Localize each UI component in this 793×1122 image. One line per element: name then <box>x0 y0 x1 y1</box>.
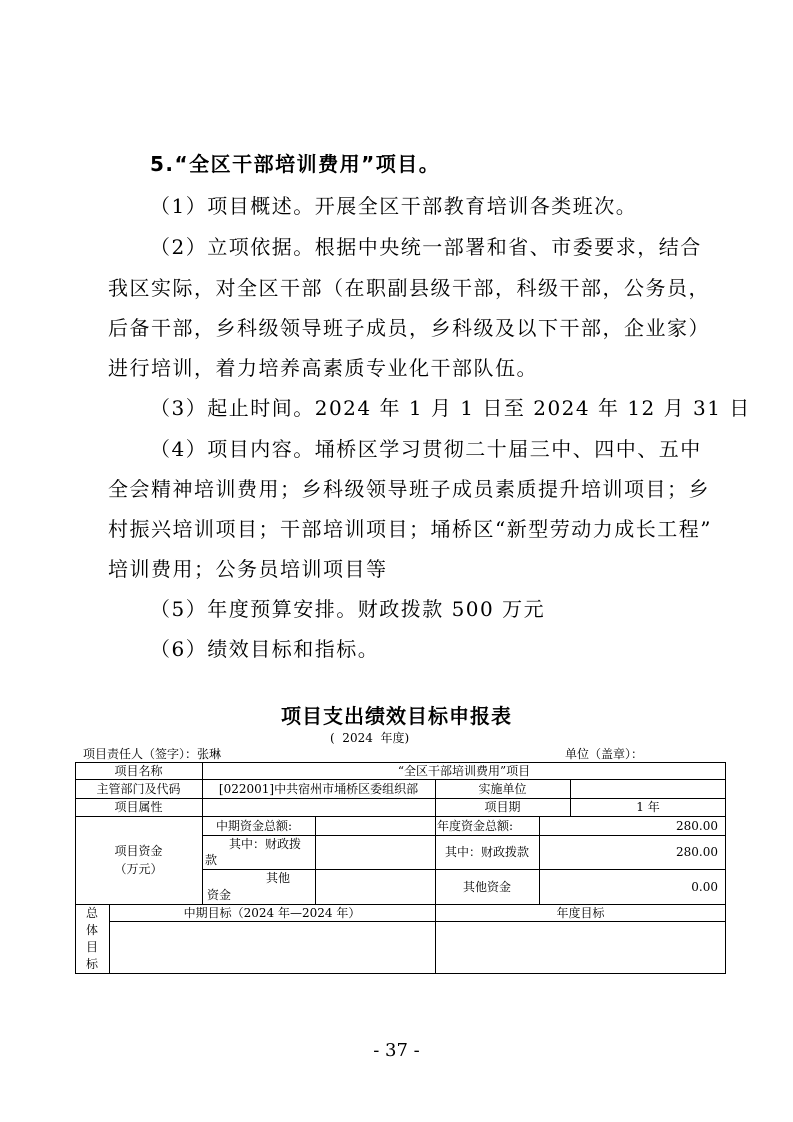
paragraph-content-line-2: 全会精神培训费用；乡科级领导班子成员素质提升培训项目；乡 <box>108 477 710 501</box>
paragraph-basis-line-1: （2）立项依据。根据中央统一部署和省、市委要求，结合 <box>150 235 702 259</box>
annual-goal-label: 年度目标 <box>556 906 605 920</box>
paragraph-targets: （6）绩效目标和指标。 <box>150 637 380 661</box>
impl-unit-label: 实施单位 <box>478 782 527 796</box>
overall-goal-char-2: 体 <box>85 923 98 937</box>
unit-seal-label: 单位（盖章）： <box>565 747 644 761</box>
overall-goal-char-4: 标 <box>85 957 98 971</box>
mid-goal-label: 中期目标（2024 年—2024 年） <box>183 906 361 920</box>
mid-fiscal-label-line-2: 款 <box>205 853 218 867</box>
mid-other-label-line-1: 其他 <box>266 871 291 885</box>
project-attr-label: 项目属性 <box>114 800 163 814</box>
project-period-value: 1 年 <box>636 800 660 814</box>
page-number: - 37 - <box>373 1040 420 1061</box>
annual-fiscal-value: 280.00 <box>676 845 718 859</box>
paragraph-overview: （1）项目概述。开展全区干部教育培训各类班次。 <box>150 194 638 218</box>
paragraph-content-line-3: 村振兴培训项目；干部培训项目；埇桥区“新型劳动力成长工程” <box>108 517 712 541</box>
paragraph-content-line-1: （4）项目内容。埇桥区学习贯彻二十届三中、四中、五中 <box>150 437 702 461</box>
paragraph-basis-line-4: 进行培训，着力培养高素质专业化干部队伍。 <box>108 356 538 380</box>
project-name-value: “全区干部培训费用”项目 <box>397 764 531 778</box>
project-period-label: 项目期 <box>484 800 521 814</box>
annual-fiscal-label: 其中：财政拨款 <box>444 845 529 859</box>
annual-total-label: 年度资金总额: <box>437 819 514 833</box>
project-name-label: 项目名称 <box>114 764 163 778</box>
section-heading: 5.“全区干部培训费用”项目。 <box>150 152 441 176</box>
overall-goal-char-1: 总 <box>85 906 98 920</box>
dept-label: 主管部门及代码 <box>96 782 181 796</box>
performance-target-form <box>75 762 726 974</box>
funds-label-line-2: （万元） <box>114 862 163 876</box>
overall-goal-char-3: 目 <box>85 940 98 954</box>
annual-other-value: 0.00 <box>691 880 718 894</box>
annual-total-value: 280.00 <box>676 819 718 833</box>
paragraph-budget: （5）年度预算安排。财政拨款 500 万元 <box>150 597 546 621</box>
mid-total-label: 中期资金总额: <box>216 819 293 833</box>
mid-other-label-line-2: 资金 <box>207 888 232 902</box>
funds-label-line-1: 项目资金 <box>114 844 163 858</box>
paragraph-basis-line-2: 我区实际，对全区干部（在职副县级干部，科级干部，公务员， <box>108 276 710 300</box>
paragraph-period: （3）起止时间。2024 年 1 月 1 日至 2024 年 12 月 31 日 <box>150 396 751 420</box>
table-title: 项目支出绩效目标申报表 <box>281 704 512 728</box>
paragraph-basis-line-3: 后备干部，乡科级领导班子成员，乡科级及以下干部，企业家） <box>108 316 710 340</box>
mid-fiscal-label-line-1: 其中：财政拨 <box>229 837 302 851</box>
paragraph-content-line-4: 培训费用；公务员培训项目等 <box>108 557 388 581</box>
dept-value: [022001]中共宿州市埇桥区委组织部 <box>218 782 419 796</box>
annual-other-label: 其他资金 <box>462 880 511 894</box>
table-year-line: ( 2024 年度) <box>330 731 410 745</box>
responsible-person: 项目责任人（签字）：张琳 <box>83 747 222 761</box>
